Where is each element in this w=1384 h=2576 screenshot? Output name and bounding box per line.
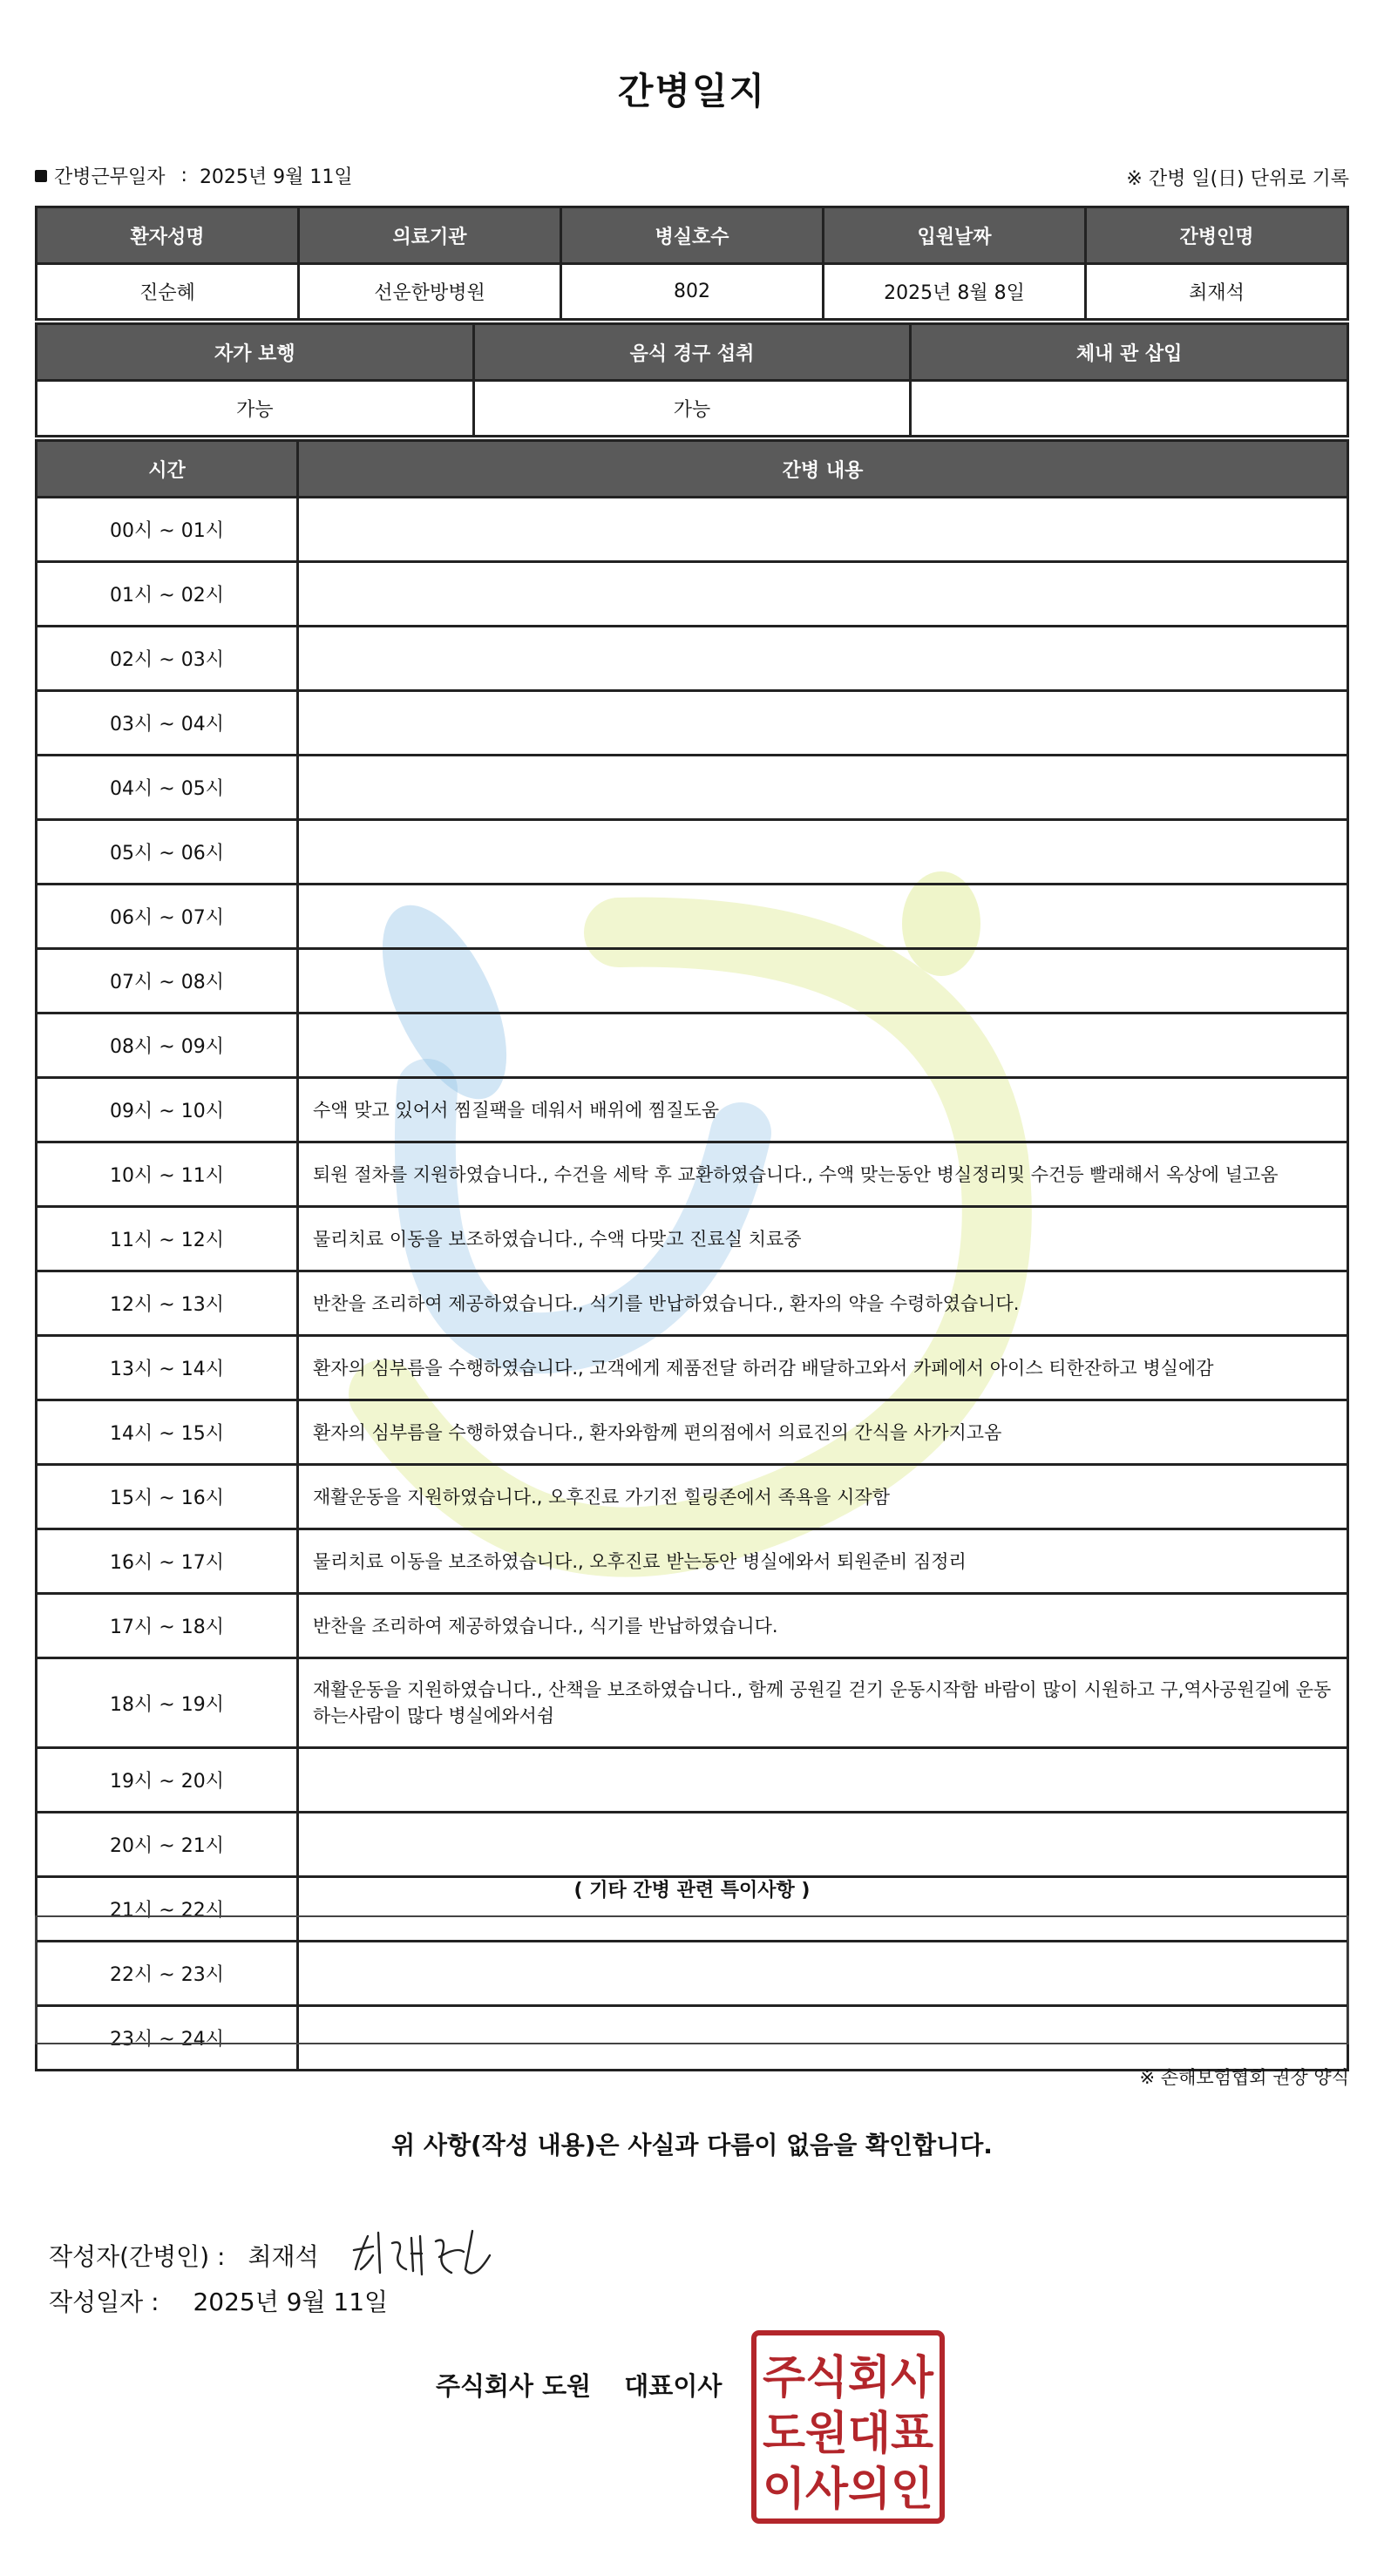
time-slot: 07시 ~ 08시 — [37, 949, 298, 1013]
company-title: 대표이사 — [624, 2371, 723, 2401]
table-row — [37, 949, 1348, 1013]
hospital-name: 선운한방병원 — [299, 264, 561, 320]
time-slot: 15시 ~ 16시 — [37, 1465, 298, 1529]
time-slot: 05시 ~ 06시 — [37, 820, 298, 885]
table-row — [37, 885, 1348, 949]
care-note: 수액 맞고 있어서 찜질팩을 데워서 배위에 찜질도움 — [298, 1078, 1348, 1142]
table-row — [37, 691, 1348, 756]
table-row — [37, 1400, 1348, 1465]
time-slot: 18시 ~ 19시 — [37, 1658, 298, 1748]
log-header-row — [37, 441, 1348, 498]
patient-header-row — [37, 207, 1348, 264]
care-note — [298, 691, 1348, 756]
care-note: 재활운동을 지원하였습니다., 산책을 보조하였습니다., 함께 공원길 걷기 운동시작함 바람이 많이 시원하고 구,역사공원길에 운동하는사람이 많다 병실에와서쉼 — [298, 1658, 1348, 1748]
table-row — [37, 1013, 1348, 1078]
status-value-row — [37, 381, 1348, 437]
table-row — [37, 756, 1348, 820]
care-note — [298, 1748, 1348, 1813]
seal-line-1: 주식회사 — [763, 2352, 934, 2404]
work-date-value: 2025년 9월 11일 — [199, 166, 353, 188]
header-room: 병실호수 — [561, 207, 824, 264]
caregiver-name: 최재석 — [1086, 264, 1348, 320]
time-slot: 20시 ~ 21시 — [37, 1813, 298, 1877]
writer-name: 최재석 — [248, 2242, 319, 2271]
time-slot: 21시 ~ 22시 — [37, 1877, 298, 1942]
header-care-content: 간병 내용 — [298, 441, 1348, 498]
room-number: 802 — [561, 264, 824, 320]
patient-status-table — [35, 322, 1349, 437]
header-caregiver-name: 간병인명 — [1086, 207, 1348, 264]
written-date-line — [49, 2283, 388, 2318]
remarks-box — [35, 1915, 1349, 2044]
care-note — [298, 949, 1348, 1013]
page-title: 간병일지 — [617, 70, 767, 112]
table-row — [37, 1529, 1348, 1594]
care-note — [298, 498, 1348, 562]
time-slot: 19시 ~ 20시 — [37, 1748, 298, 1813]
care-note — [298, 1013, 1348, 1078]
time-slot: 04시 ~ 05시 — [37, 756, 298, 820]
oral-intake-value: 가능 — [473, 381, 911, 437]
time-slot: 01시 ~ 02시 — [37, 562, 298, 627]
time-slot: 02시 ~ 03시 — [37, 627, 298, 691]
company-name: 주식회사 도원 — [436, 2371, 592, 2401]
time-slot: 23시 ~ 24시 — [37, 2006, 298, 2071]
handwritten-signature — [342, 2220, 499, 2290]
care-note — [298, 885, 1348, 949]
self-walking-value: 가능 — [37, 381, 474, 437]
care-note — [298, 820, 1348, 885]
table-row — [37, 1748, 1348, 1813]
table-row — [37, 1658, 1348, 1748]
header-hospital: 의료기관 — [299, 207, 561, 264]
work-date-colon: : — [180, 165, 187, 186]
patient-info-table — [35, 206, 1349, 321]
care-note: 퇴원 절차를 지원하였습니다., 수건을 세탁 후 교환하였습니다., 수액 맞는동안 병실정리및 수건등 빨래해서 옥상에 널고옴 — [298, 1142, 1348, 1207]
header-admission-date: 입원날짜 — [824, 207, 1086, 264]
time-slot: 10시 ~ 11시 — [37, 1142, 298, 1207]
care-log-table — [35, 439, 1349, 2071]
table-row — [37, 1078, 1348, 1142]
care-note: 물리치료 이동을 보조하였습니다., 수액 다맞고 진료실 치료중 — [298, 1207, 1348, 1271]
patient-value-row — [37, 264, 1348, 320]
header-self-walking: 자가 보행 — [37, 324, 474, 381]
patient-name: 진순혜 — [37, 264, 299, 320]
time-slot: 06시 ~ 07시 — [37, 885, 298, 949]
header-oral-intake: 음식 경구 섭취 — [473, 324, 911, 381]
time-slot: 13시 ~ 14시 — [37, 1336, 298, 1400]
care-note: 재활운동을 지원하였습니다., 오후진료 가기전 힐링존에서 족욕을 시작함 — [298, 1465, 1348, 1529]
seal-line-2: 도원대표 — [763, 2408, 933, 2460]
writer-label: 작성자(간병인) : — [49, 2242, 226, 2271]
header-time: 시간 — [37, 441, 298, 498]
form-source-note: ※ 손해보험협회 권장 양식 — [1139, 2067, 1349, 2088]
table-row — [37, 1465, 1348, 1529]
time-slot: 17시 ~ 18시 — [37, 1594, 298, 1658]
time-slot: 14시 ~ 15시 — [37, 1400, 298, 1465]
care-note — [298, 562, 1348, 627]
remarks-label: ( 기타 간병 관련 특이사항 ) — [573, 1880, 811, 1901]
table-row — [37, 1336, 1348, 1400]
table-row — [37, 627, 1348, 691]
time-slot: 03시 ~ 04시 — [37, 691, 298, 756]
care-note: 환자의 심부름을 수행하였습니다., 환자와함께 편의점에서 의료진의 간식을 사가지고옴 — [298, 1400, 1348, 1465]
time-slot: 11시 ~ 12시 — [37, 1207, 298, 1271]
header-patient-name: 환자성명 — [37, 207, 299, 264]
written-date-label: 작성일자 : — [49, 2288, 159, 2316]
tube-insertion-value — [911, 381, 1348, 437]
care-note: 반찬을 조리하여 제공하였습니다., 식기를 반납하였습니다., 환자의 약을 수령하였습니다. — [298, 1271, 1348, 1336]
table-row — [37, 1594, 1348, 1658]
company-seal-stamp — [751, 2330, 945, 2524]
record-note: ※ 간병 일(日) 단위로 기록 — [1126, 168, 1349, 190]
table-row — [37, 1207, 1348, 1271]
table-row — [37, 820, 1348, 885]
care-note: 환자의 심부름을 수행하였습니다., 고객에게 제품전달 하러감 배달하고와서 카페에서 아이스 티한잔하고 병실에감 — [298, 1336, 1348, 1400]
work-date-label: 간병근무일자 — [54, 166, 166, 188]
time-slot: 09시 ~ 10시 — [37, 1078, 298, 1142]
care-note — [298, 627, 1348, 691]
company-signature-line — [436, 2367, 722, 2403]
work-date-line — [35, 162, 353, 189]
time-slot: 00시 ~ 01시 — [37, 498, 298, 562]
care-note: 물리치료 이동을 보조하였습니다., 오후진료 받는동안 병실에와서 퇴원준비 짐정리 — [298, 1529, 1348, 1594]
care-note — [298, 1813, 1348, 1877]
care-note — [298, 756, 1348, 820]
table-row — [37, 1271, 1348, 1336]
time-slot: 12시 ~ 13시 — [37, 1271, 298, 1336]
table-row — [37, 498, 1348, 562]
header-tube-insertion: 체내 관 삽입 — [911, 324, 1348, 381]
confirmation-statement: 위 사항(작성 내용)은 사실과 다름이 없음을 확인합니다. — [391, 2131, 993, 2159]
time-slot: 22시 ~ 23시 — [37, 1942, 298, 2006]
seal-line-3: 이사의인 — [763, 2464, 933, 2516]
care-note: 반찬을 조리하여 제공하였습니다., 식기를 반납하였습니다. — [298, 1594, 1348, 1658]
table-row — [37, 1142, 1348, 1207]
table-row — [37, 1813, 1348, 1877]
bullet-square-icon — [35, 170, 47, 182]
table-row — [37, 562, 1348, 627]
time-slot: 16시 ~ 17시 — [37, 1529, 298, 1594]
writer-line — [49, 2220, 499, 2290]
status-header-row — [37, 324, 1348, 381]
admission-date: 2025년 8월 8일 — [824, 264, 1086, 320]
time-slot: 08시 ~ 09시 — [37, 1013, 298, 1078]
written-date-value: 2025년 9월 11일 — [193, 2288, 389, 2316]
